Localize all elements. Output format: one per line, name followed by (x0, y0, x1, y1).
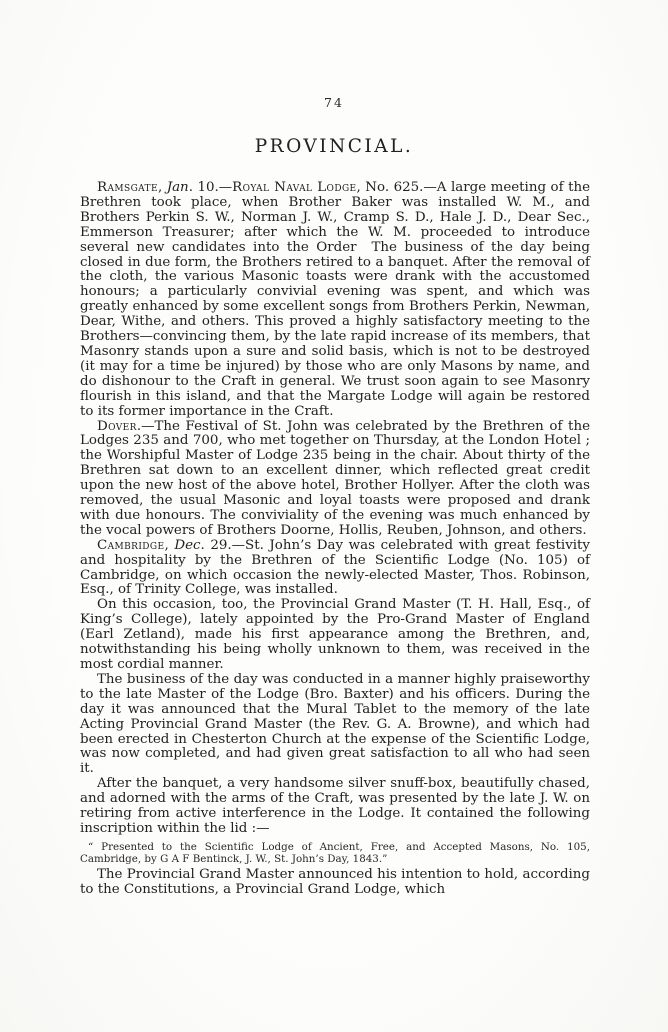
text-run-normal: “ Presented to the Scientific Lodge of Ancient, Free, and Accepted Masons, No. 105, Cambridge, by G A F Bentinck, J. W., St. John’s Day, 1843.” (80, 840, 590, 866)
text-run-smallcaps: Dover (97, 418, 137, 434)
paragraph-2 (80, 420, 590, 539)
page-number: 74 (324, 95, 344, 110)
text-run-smallcaps: Royal Naval Lodge (232, 180, 357, 195)
text-run-smallcaps: Ramsgate (97, 180, 158, 195)
text-run-smallcaps: Cambridge (97, 537, 165, 553)
text-run-normal: , No. 625.—A large meeting of the Brethren took place, when Brother Baker was installed W. M., and Brothers Perkin S. W., Norman J. W., Cramp S. D., Hale J. D., Dear Sec., Emmerson Treasurer; after which the W. M. proceeded to introduce several new candidates into the Order The business of the day being closed in due form, the Brothers retired to a banquet. After the removal of the cloth, the various Masonic toasts were drank with the accustomed honours; a particularly convivial evening was spent, and which was greatly enhanced by some excellent songs from Brothers Perkin, Newman, Dear, Withe, and others. This proved a highly satisfactory meeting to the Brothers—convincing them, by the late rapid increase of its members, that Masonry stands upon a sure and solid basis, which is not to be destroyed (it may for a time be injured) by those who are only Masons by name, and do dishonour to the Craft in general. We trust soon again to see Masonry flourish in this island, and that the Margate Lodge will again be restored to its former importance in the Craft. (80, 180, 590, 419)
text-run-normal: .—The Festival of St. John was celebrated by the Brethren of the Lodges 235 and 700, who met together on Thursday, at the London Hotel ; the Worshipful Master of Lodge 235 being in the chair. About thirty of the Brethren sat down to an excellent dinner, which reflected great credit upon the new host of the above hotel, Brother Hollyer. After the cloth was removed, the usual Masonic and loyal toasts were proposed and drank with due honours. The conviviality of the evening was much enhanced by the vocal powers of Brothers Doorne, Hollis, Reuben, Johnson, and others. (80, 418, 590, 538)
paragraph-1 (80, 181, 590, 420)
paragraph-7 (80, 841, 590, 865)
section-title: PROVINCIAL. (254, 136, 414, 157)
paragraph-6 (80, 777, 590, 837)
text-run-normal: The Provincial Grand Master announced his intention to hold, according to the Constitutions, a Provincial Grand Lodge, which (80, 867, 590, 898)
text-run-normal: After the banquet, a very handsome silver snuff-box, beautifully chased, and adorned with the arms of the Craft, was presented by the late J. W. on retiring from active interference in the Lodge. It contained the following inscription within the lid :— (80, 776, 590, 836)
text-run-normal: , (157, 180, 167, 195)
text-run-normal: , (164, 537, 175, 553)
text-run-normal: . 10.— (188, 180, 233, 195)
paragraph-4 (80, 598, 590, 673)
paragraph-3 (80, 539, 590, 599)
text-run-normal: . 29.—St. John’s Day was celebrated with great festivity and hospitality by the Brethren of the Scientific Lodge (No. 105) of Cambridge, on which occasion the newly-elected Master, Thos. Robinson, Esq., of Trinity College, was installed. (80, 537, 590, 598)
text-run-italic: Dec (174, 537, 201, 553)
text-run-normal: The business of the day was conducted in a manner highly praiseworthy to the late Master of the Lodge (Bro. Baxter) and his officers. During the day it was announced that the Mural Tablet to the memory of the late Acting Provincial Grand Master (the Rev. G. A. Browne), and which had been erected in Chesterton Church at the expense of the Scientific Lodge, was now completed, and had given great satisfaction to all who had seen it. (80, 671, 590, 777)
text-run-italic: Jan (166, 180, 189, 195)
article-body (80, 181, 590, 898)
text-run-normal: On this occasion, too, the Provincial Grand Master (T. H. Hall, Esq., of King’s College), lately appointed by the Pro-Grand Master of England (Earl Zetland), made his first appearance among the Brethren, and, notwithstanding his being wholly unknown to them, was received in the most cordial manner. (80, 597, 590, 672)
paragraph-8 (80, 868, 590, 898)
paragraph-5 (80, 673, 590, 777)
